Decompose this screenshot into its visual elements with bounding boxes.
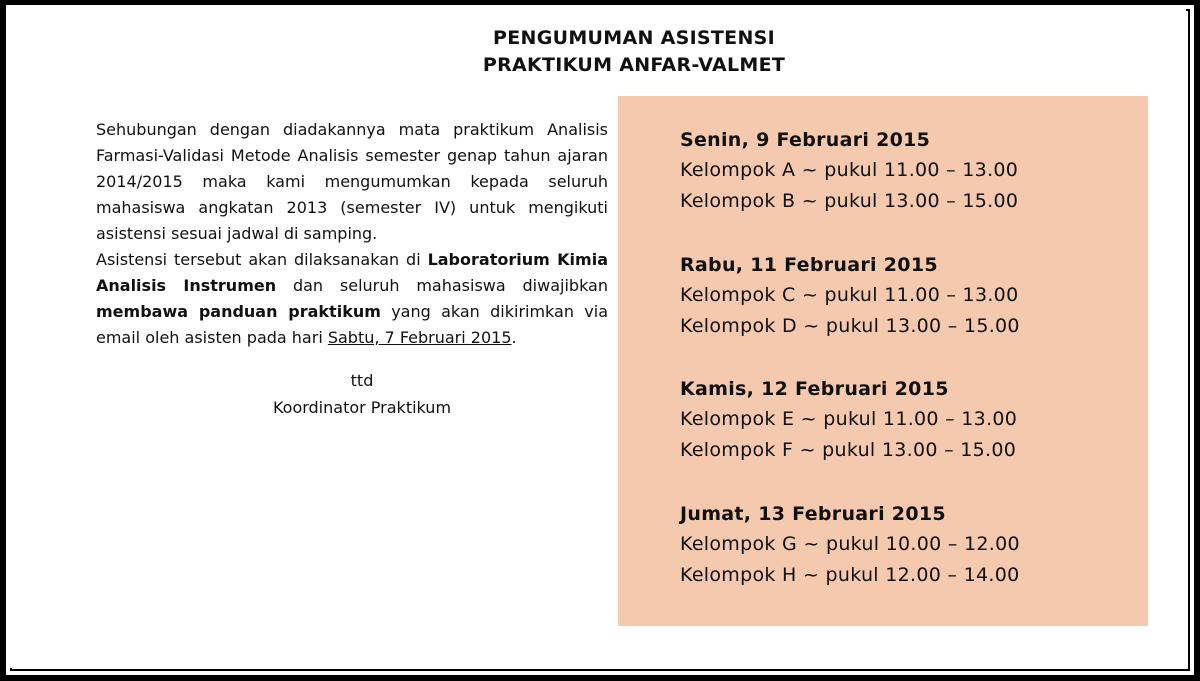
schedule-day-friday <box>680 499 1020 591</box>
signature-block <box>96 367 608 421</box>
group-slot: Kelompok G ~ pukul 10.00 – 12.00 <box>680 533 1020 555</box>
details-end: . <box>511 328 517 347</box>
title-line-1: PENGUMUMAN ASISTENSI <box>492 27 776 49</box>
group-slot: Kelompok B ~ pukul 13.00 – 15.00 <box>680 190 1019 212</box>
paragraph-intro: Sehubungan dengan diadakannya mata praktikum Analisis Farmasi-Validasi Metode Analisis semester genap tahun ajaran 2014/2015 maka kami mengumumkan kepada seluruh mahasiswa angkatan 2013 (semester IV) untuk mengikuti asistensi sesuai jadwal di samping. <box>96 120 608 243</box>
day-title: Kamis, 12 Februari 2015 <box>680 378 949 400</box>
schedule-day-thursday <box>680 374 1017 466</box>
paragraph-details <box>96 247 608 351</box>
title-line-2: PRAKTIKUM ANFAR-VALMET <box>482 54 786 76</box>
group-slot: Kelompok A ~ pukul 11.00 – 13.00 <box>680 159 1019 181</box>
announcement-body <box>96 117 608 421</box>
group-slot: Kelompok H ~ pukul 12.00 – 14.00 <box>680 564 1020 586</box>
details-text-a: Asistensi tersebut akan dilaksanakan di <box>96 250 428 269</box>
group-slot: Kelompok E ~ pukul 11.00 – 13.00 <box>680 408 1018 430</box>
day-title: Jumat, 13 Februari 2015 <box>680 503 946 525</box>
announcement-page <box>10 9 1186 668</box>
bring-guide-text: membawa panduan praktikum <box>96 302 381 321</box>
schedule-panel <box>618 96 1148 626</box>
details-text-c: yang akan dikirimkan via email oleh asisten pada hari <box>96 302 609 347</box>
group-slot: Kelompok D ~ pukul 13.00 – 15.00 <box>680 315 1020 337</box>
group-slot: Kelompok F ~ pukul 13.00 – 15.00 <box>680 439 1017 461</box>
signature-ttd: ttd <box>350 371 374 390</box>
schedule-day-wednesday <box>680 250 1020 342</box>
day-title: Rabu, 11 Februari 2015 <box>680 254 938 276</box>
group-slot: Kelompok C ~ pukul 11.00 – 13.00 <box>680 284 1019 306</box>
lab-name: Laboratorium Kimia Analisis Instrumen <box>96 250 608 295</box>
signature-role: Koordinator Praktikum <box>272 398 452 417</box>
email-date: Sabtu, 7 Februari 2015 <box>327 328 512 347</box>
announcement-title <box>10 25 1200 79</box>
schedule-day-monday <box>680 125 1018 217</box>
details-text-b: dan seluruh mahasiswa diwajibkan <box>276 276 608 295</box>
day-title: Senin, 9 Februari 2015 <box>680 129 931 151</box>
